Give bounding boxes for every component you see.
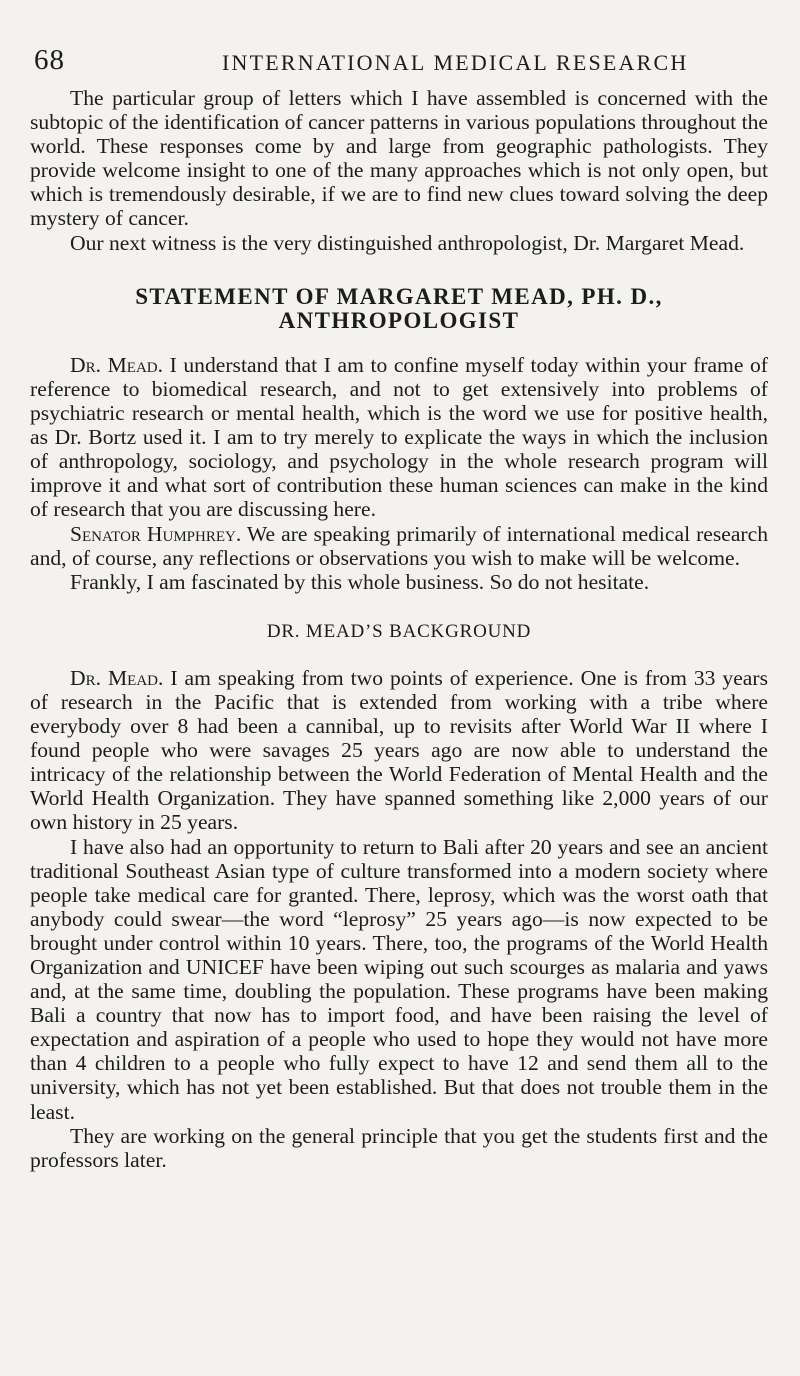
- background-paragraph: [30, 666, 768, 835]
- intro-paragraph: Our next witness is the very distinguished anthropologist, Dr. Margaret Mead.: [70, 230, 745, 255]
- page-header: [34, 44, 764, 84]
- statement-paragraph: Frankly, I am fascinated by this whole business. So do not hesitate.: [70, 569, 650, 594]
- paragraph-text: We are speaking primarily of international medical research and, of course, any reflections or observations you wish to make will be welcome.: [30, 521, 768, 570]
- page-number: 68: [34, 44, 65, 76]
- section-heading: DR. MEAD’S BACKGROUND: [266, 620, 532, 642]
- background-paragraph: I have also had an opportunity to return to Bali after 20 years and see an ancient traditional Southeast Asian type of culture transformed into a modern society where people take medical care for granted. There, leprosy, which was the worst oath that anybody could swear—the word “leprosy” 25 years ago—is now expected to be brought under control within 10 years. There, too, the programs of the World Health Organization and UNICEF have been wiping out such scourges as malaria and yaws and, at the same time, doubling the population. These programs have been making Bali a country that now has to import food, and have been raising the level of expectation and aspiration of a people who used to hope they would not have more than 4 children to a people who fully expect to have 12 and send them all to the university, which has not yet been established. But that does not trouble them in the least.: [30, 834, 768, 1124]
- statement-heading: STATEMENT OF MARGARET MEAD, PH. D., ANTHROPOLOGIST: [135, 283, 663, 333]
- statement-paragraph: [30, 353, 768, 522]
- statement-paragraph: [30, 522, 768, 570]
- running-title: INTERNATIONAL MEDICAL RESEARCH: [222, 50, 689, 75]
- intro-paragraph: The particular group of letters which I have assembled is concerned with the subtopic of the identification of cancer patterns in various populations throughout the world. These responses come by and large from geographic pathologists. They provide welcome insight to one of the many approaches which is not only open, but which is tremendously desirable, if we are to find new clues toward solving the deep mystery of cancer.: [30, 86, 768, 231]
- paragraph-text: I am speaking from two points of experience. One is from 33 years of research in the Pacific that is extended from working with a tribe where everybody over 8 had been a cannibal, up to revisits after World War II where I found people who were savages 25 years ago are now able to understand the intricacy of the relationship between the World Federation of Mental Health and the World Health Organization. They have spanned something like 2,000 years of our own history in 25 years.: [30, 665, 768, 835]
- paragraph-text: I understand that I am to confine myself today within your frame of reference to biomedical research, and not to get extensively into problems of psychiatric research or mental health, which is the word we use for positive health, as Dr. Bortz used it. I am to try merely to explicate the ways in which the inclusion of anthropology, sociology, and psychology in the whole research program will improve it and what sort of contribution these human sciences can make in the kind of research that you are discussing here.: [30, 352, 768, 522]
- speaker-name: Senator Humphrey.: [70, 521, 242, 546]
- speaker-name: Dr. Mead.: [70, 665, 164, 690]
- speaker-name: Dr. Mead.: [70, 352, 164, 377]
- body-text: [30, 86, 768, 1172]
- background-paragraph: They are working on the general principle that you get the students first and the professors later.: [30, 1123, 768, 1172]
